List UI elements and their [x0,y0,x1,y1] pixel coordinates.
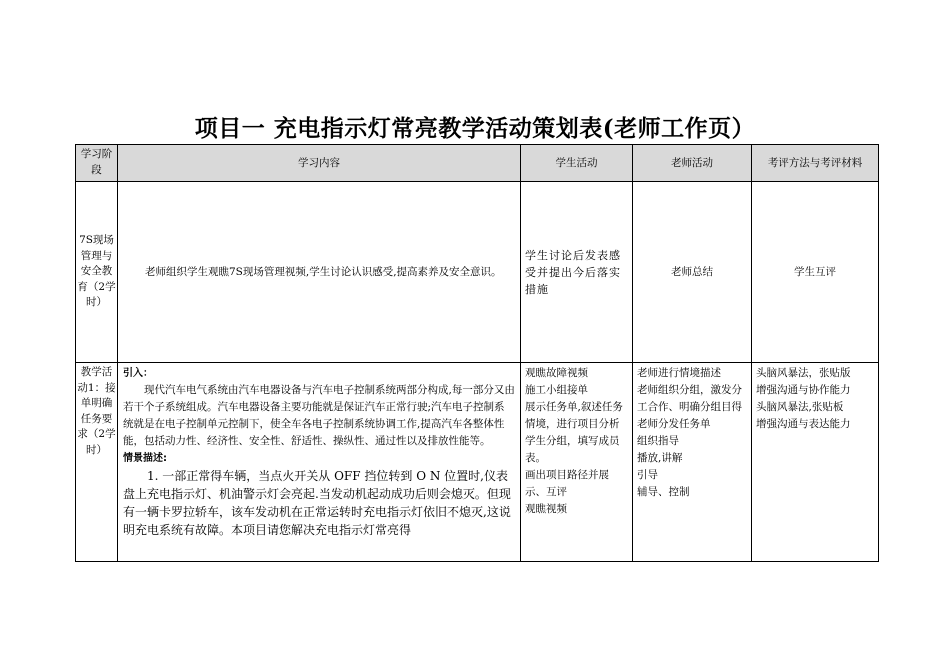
row1-student-activity: 学生讨论后发表感受并提出今后落实措施 [521,182,633,363]
list-item: 头脑风暴法,张贴板 [756,401,844,413]
list-item: 头脑风暴法，张贴版 [756,367,851,379]
row2-assessment [752,363,879,562]
list-item: 施工小组接单 [525,384,588,396]
header-student-activity: 学生活动 [521,145,633,182]
list-item: 增强沟通与协作能力 [756,384,851,396]
row1-stage: 7S现场管理与安全教育（2学时） [76,182,118,363]
list-item: 增强沟通与表达能力 [756,418,851,430]
row1-teacher-activity: 老师总结 [633,182,752,363]
list-item: 学生分组，填写成员表。 [525,435,620,464]
row2-student-activity [521,363,633,562]
table-row [76,363,879,562]
intro-label: 引入： [123,368,153,379]
list-item: 老师分发任务单 [637,418,711,430]
list-item: 老师组织分组，激发分工合作、明确分组目得 [637,384,742,413]
list-item: 观瞧视频 [525,503,567,515]
list-item: 组织指导 [637,435,679,447]
row1-content-text: 老师组织学生观瞧7S现场管理视频,学生讨论认识感受,提高素养及安全意识。 [145,265,502,278]
list-item: 引导 [637,469,658,481]
header-assessment: 考评方法与考评材料 [752,145,879,182]
page-title: 项目一 充电指示灯常亮教学活动策划表(老师工作页） [194,115,756,142]
row2-stage: 教学活动1：接单明确任务要求（2学时） [76,363,118,562]
scene-label: 情景描述: [123,453,167,464]
header-teacher-activity: 老师活动 [633,145,752,182]
header-stage: 学习阶段 [76,145,118,182]
row1-assessment: 学生互评 [752,182,879,363]
list-item: 播放,讲解 [637,452,683,464]
row1-content [118,182,521,363]
scene-paragraph: 1. 一部正常得车辆，当点火开关从 OFF 挡位转到 O N 位置时,仪表盘上充电指示灯、机油警示灯会亮起.当发动机起动成功后则会熄灭。但现有一辆卡罗拉轿车，该车发动机在正常运转时充电指示灯依旧不熄灭,这说明充电系统有故障。本项目请您解决充电指示灯常亮得 [123,469,511,537]
table-row [76,182,879,363]
list-item: 老师进行情境描述 [637,367,721,379]
intro-paragraph: 现代汽车电气系统由汽车电器设备与汽车电子控制系统两部分构成,每一部分又由若干个子系统组成。汽车电器设备主要功能就是保证汽车正常行驶;汽车电子控制系统就是在电子控制单元控制下，使全车各电子控制系统协调工作,提高汽车各整体性能，包括动力性、经济性、安全性、舒适性、操纵性、通过性以及排放性能等。 [123,384,515,447]
list-item: 展示任务单,叙述任务情境，进行项目分析 [525,401,623,430]
row2-teacher-activity [633,363,752,562]
list-item: 观瞧故障视频 [525,367,588,379]
row2-content [118,363,521,562]
activity-plan-table [75,144,879,562]
list-item: 辅导、控制 [637,486,690,498]
list-item: 画出项目路径并展示、互评 [525,469,609,498]
header-content: 学习内容 [118,145,521,182]
table-header-row [76,145,879,182]
